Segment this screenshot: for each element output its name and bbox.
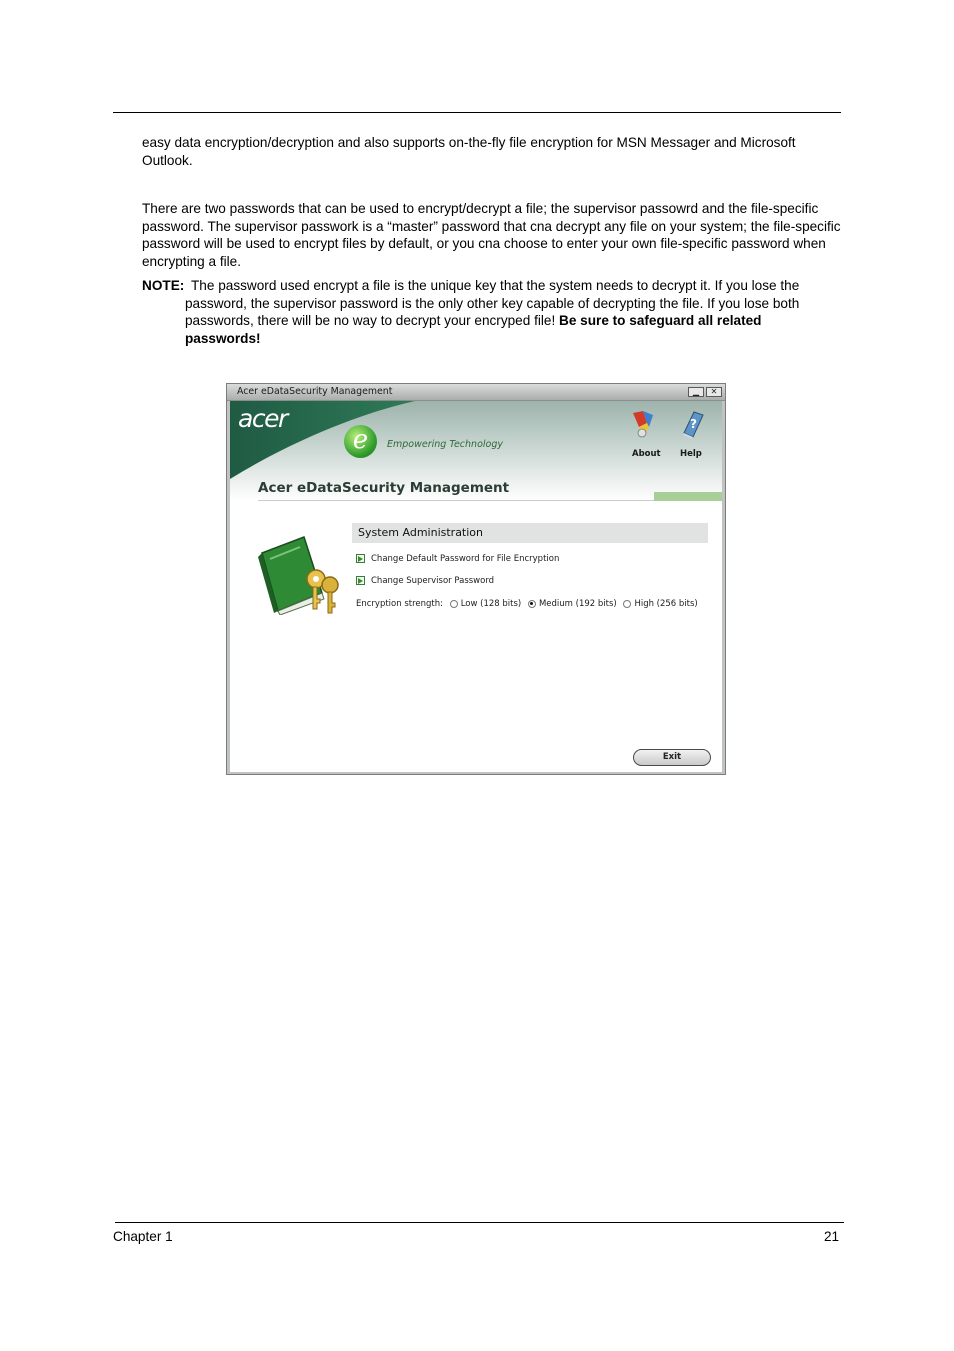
note-text: The password used encrypt a file is the unique key that the system needs to decrypt it. If you lose the password, the supervisor password is the only other key capable of decrypting the file. If you lose both passwords, there will be no way to decrypt your encryped file! — [185, 278, 800, 329]
paragraph-passwords: There are two passwords that can be used to encrypt/decrypt a file; the supervisor passowrd and the file-specific password. The supervisor passwork is a “master” password that cna decrypt any file on your system; the file-specific password will be used to encrypt files by default, or you cna choose to enter your own file-specific password when encrypting a file. — [142, 201, 841, 269]
window-client-area — [230, 401, 722, 772]
arrow-icon — [356, 576, 365, 585]
book-key-icon — [258, 535, 346, 615]
encryption-strength-label: Encryption strength: — [356, 599, 444, 609]
edatasecurity-window — [226, 383, 726, 775]
help-icon[interactable] — [677, 409, 707, 439]
window-titlebar — [227, 384, 725, 401]
empowering-e-icon: e — [344, 425, 377, 458]
note-warning: Be sure to safeguard all related passwords! — [185, 313, 762, 346]
paragraph-intro: easy data encryption/decryption and also supports on-the-fly file encryption for MSN Messager and Microsoft Outlook. — [142, 135, 796, 168]
svg-text:?: ? — [690, 417, 697, 431]
window-title: Acer eDataSecurity Management — [237, 386, 393, 397]
arrow-icon — [356, 554, 365, 563]
change-supervisor-password-link[interactable] — [356, 576, 494, 586]
section-system-administration: System Administration — [352, 523, 708, 543]
note-body — [185, 277, 840, 347]
radio-low[interactable] — [450, 600, 458, 608]
radio-high[interactable] — [623, 600, 631, 608]
radio-medium[interactable] — [528, 600, 536, 608]
header-rule — [113, 112, 841, 113]
option-medium-label[interactable]: Medium (192 bits) — [538, 599, 617, 609]
footer-rule — [115, 1222, 844, 1223]
help-label[interactable]: Help — [680, 449, 702, 459]
close-button[interactable]: ✕ — [706, 387, 722, 397]
title-accent-bar — [654, 492, 722, 501]
encryption-strength-row — [356, 599, 698, 609]
app-title: Acer eDataSecurity Management — [258, 480, 510, 496]
about-label[interactable]: About — [632, 449, 661, 459]
link-label: Change Supervisor Password — [371, 576, 495, 586]
change-default-password-link[interactable] — [356, 554, 559, 564]
exit-button[interactable]: Exit — [633, 749, 711, 766]
about-icon[interactable] — [627, 409, 657, 439]
footer-page-number: 21 — [824, 1229, 840, 1244]
title-underline — [258, 500, 654, 501]
link-label: Change Default Password for File Encryption — [371, 554, 560, 564]
option-low-label[interactable]: Low (128 bits) — [460, 599, 522, 609]
minimize-button[interactable]: ▁ — [688, 387, 704, 397]
footer-chapter: Chapter 1 — [113, 1229, 173, 1244]
note-label: NOTE: — [142, 278, 185, 293]
tagline: Empowering Technology — [387, 439, 503, 450]
option-high-label[interactable]: High (256 bits) — [634, 599, 698, 609]
acer-logo: acer — [238, 404, 287, 433]
